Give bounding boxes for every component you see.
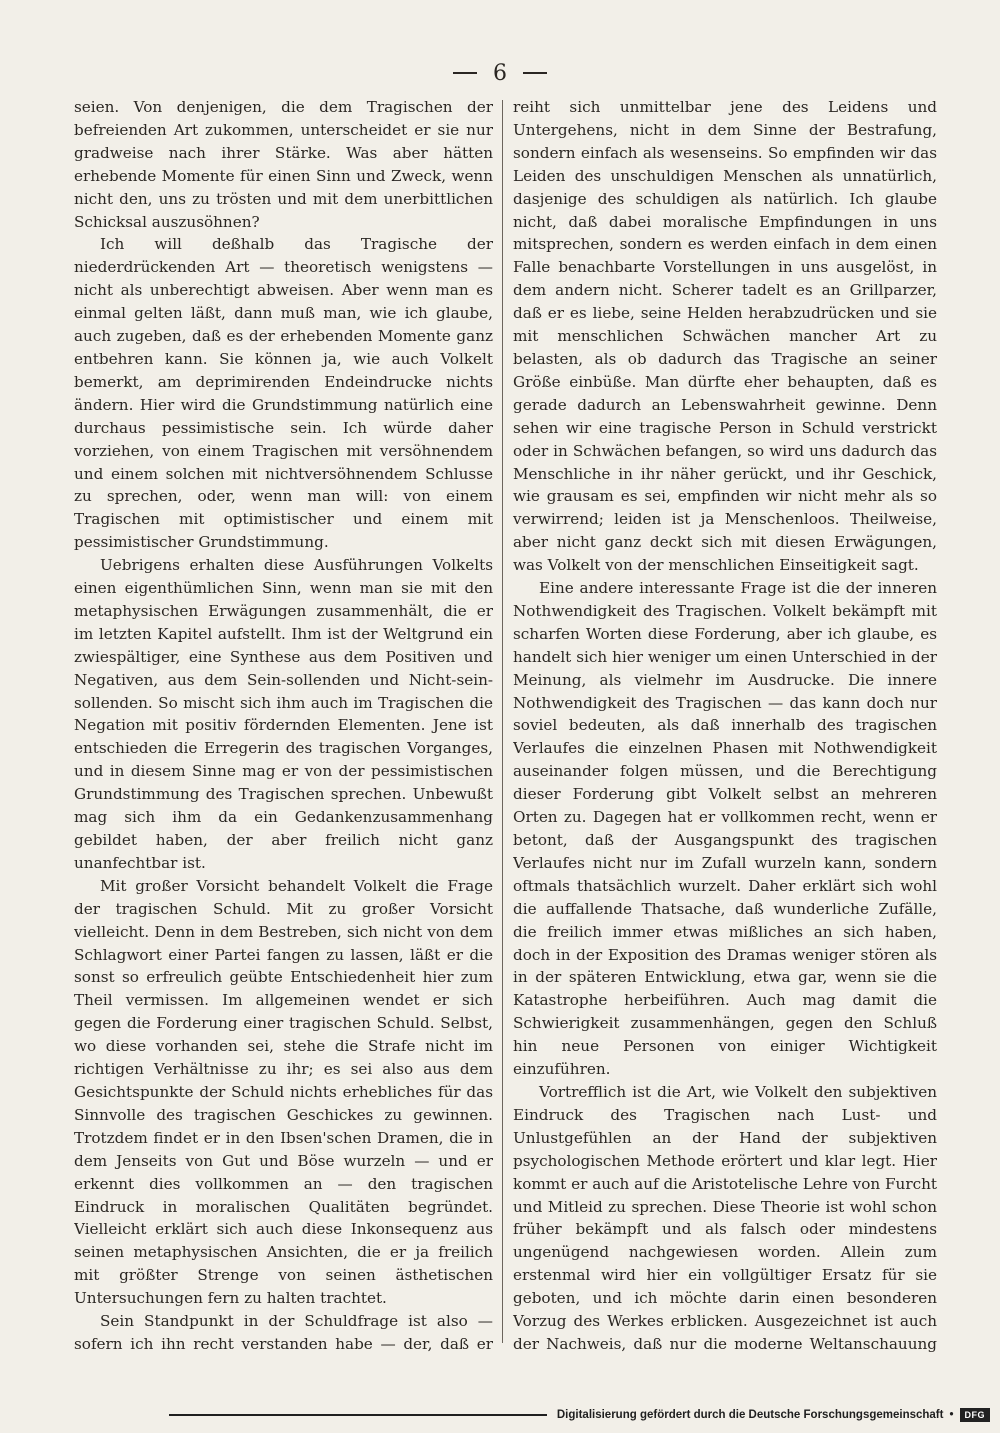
right-paragraph-3: Vortrefflich ist die Art, wie Volkelt den subjektiven Eindruck des Tragischen nach Lust- und Unlustgefühlen an der Hand der subjektiven psychologischen Methode erörtert und klar legt. Hier kommt er auch auf die Aristotelische Lehre von Furcht und Mitleid zu sprechen. Diese Theorie ist wohl schon früher bekämpft und als falsch oder mindestens ungenügend nachgewiesen worden. Allein zum erstenmal wird hier ein vollgültiger Ersatz für sie geboten, und ich möchte darin einen besonderen Vorzug des Werkes erblicken. Ausgezeichnet ist auch der Nachweis, daß nur die moderne Weltanschauung xyxy=(513,1082,937,1353)
digitization-footer xyxy=(169,1403,990,1427)
column-divider xyxy=(502,100,503,1343)
left-paragraph-3: Uebrigens erhalten diese Ausführungen Volkelts einen eigenthümlichen Sinn, wenn man sie mit den metaphysischen Erwägungen zusammenhält, die er im letzten Kapitel aufstellt. Ihm ist der Weltgrund ein zwiespältiger, eine Synthese aus dem Positiven und Negativen, aus dem Sein-sollenden und Nicht-sein-sollenden. So mischt sich ihm auch im Tragischen die Negation mit positiv fördernden Elementen. Jene ist entschieden die Erregerin des tragischen Vorganges, und in diesem Sinne mag er von der pessimistischen Grundstimmung des Tragischen sprechen. Unbewußt mag sich ihm da ein Gedankenzusammenhang gebildet haben, der aber freilich nicht ganz unanfechtbar ist. xyxy=(74,556,493,872)
left-paragraph-5: Sein Standpunkt in der Schuldfrage ist also — sofern ich ihn recht verstanden habe — der, daß er xyxy=(74,1312,493,1353)
dfg-logo-icon[interactable] xyxy=(960,1408,991,1422)
footer-rule xyxy=(169,1414,547,1416)
header-dash-right xyxy=(523,72,547,74)
right-paragraph-2: Eine andere interessante Frage ist die der inneren Nothwendigkeit des Tragischen. Volkelt bekämpft mit scharfen Worten diese Forderung, aber ich glaube, es handelt sich hier weniger um einen Unterschied in der Meinung, als vielmehr im Ausdrucke. Die innere Nothwendigkeit des Tragischen — das kann doch nur soviel bedeuten, als daß innerhalb des tragischen Verlaufes die einzelnen Phasen mit Nothwendigkeit auseinander folgen müssen, und die Berechtigung dieser Forderung gibt Volkelt selbst an mehreren Orten zu. Dagegen hat er vollkommen recht, wenn er betont, daß der Ausgangspunkt des tragischen Verlaufes nicht nur im Zufall wurzeln kann, sondern oftmals thatsächlich wurzelt. Daher erklärt sich wohl die auffallende Thatsache, daß wunderliche Zufälle, die freilich immer etwas mißliches an sich haben, doch in der Exposition des Dramas weniger stören als in der späteren Entwicklung, etwa gar, wenn sie die Katastrophe herbeiführen. Auch mag damit die Schwierigkeit zusammenhängen, gegen den Schluß hin neue Personen von einiger Wichtigkeit einzuführen. xyxy=(513,579,937,1079)
left-paragraph-2: Ich will deßhalb das Tragische der niederdrückenden Art — theoretisch wenigstens — nicht als unberechtigt abweisen. Aber wenn man es einmal gelten läßt, dann muß man, wie ich glaube, auch zugeben, daß es der erhebenden Momente ganz entbehren kann. Sie können ja, wie auch Volkelt bemerkt, am deprimirenden Endeindrucke nichts ändern. Hier wird die Grundstimmung natürlich eine durchaus pessimistische sein. Ich würde daher vorziehen, von einem Tragischen mit versöhnendem und einem solchen mit nichtversöhnendem Schlusse zu sprechen, oder, wenn man will: von einem Tragischen mit optimistischer und einem mit pessimistischer Grundstimmung. xyxy=(74,235,493,552)
left-paragraph-4: Mit großer Vorsicht behandelt Volkelt die Frage der tragischen Schuld. Mit zu großer Vorsicht vielleicht. Denn in dem Bestreben, sich nicht von dem Schlagwort einer Partei fangen zu lassen, läßt er die sonst so erfreulich geübte Entschiedenheit hier zum Theil vermissen. Im allgemeinen wendet er sich gegen die Forderung einer tragischen Schuld. Selbst, wo diese vorhanden sei, stehe die Strafe nicht im richtigen Verhältnisse zu ihr; es sei also aus dem Gesichtspunkte der Schuld nichts erhebliches für das Sinnvolle des tragischen Geschickes zu gewinnen. Trotzdem findet er in den Ibsen'schen Dramen, die in dem Jenseits von Gut und Böse wurzeln — und er erkennt dies vollkommen an — den tragischen Eindruck in moralischen Qualitäten begründet. Vielleicht erklärt sich auch diese Inkonsequenz aus seinen metaphysischen Ansichten, die er ja freilich mit größter Strenge von seinen ästhetischen Untersuchungen fern zu halten trachtet. xyxy=(74,876,493,1308)
footer-credit-text: Digitalisierung gefördert durch die Deutsche Forschungsgemeinschaft xyxy=(556,1409,944,1421)
dfg-logo-text: DFG xyxy=(964,1410,985,1420)
page-number: 6 xyxy=(493,60,507,86)
footer-separator: • xyxy=(949,1409,954,1421)
left-paragraph-1: seien. Von denjenigen, die dem Tragischen der befreienden Art zukommen, unterscheidet er sie nur gradweise nach ihrer Stärke. Was aber hätten erhebende Momente für einen Sinn und Zweck, wenn nicht den, uns zu trösten und mit dem unerbittlichen Schicksal auszusöhnen? xyxy=(74,98,493,231)
left-column xyxy=(74,96,493,1353)
header-dash-left xyxy=(453,72,477,74)
right-paragraph-1: reiht sich unmittelbar jene des Leidens und Untergehens, nicht in dem Sinne der Bestrafung, sondern einfach als wesenseins. So empfinden wir das Leiden des unschuldigen Menschen als unnatürlich, dasjenige des schuldigen als natürlich. Ich glaube nicht, daß dabei moralische Empfindungen in uns mitsprechen, sondern es werden einfach in dem einen Falle benachbarte Vorstellungen in uns ausgelöst, in dem andern nicht. Scherer tadelt es an Grillparzer, daß er es liebe, seine Helden herabzudrücken und sie mit menschlichen Schwächen mancher Art zu belasten, als ob dadurch das Tragische an seiner Größe einbüße. Man dürfte eher behaupten, daß es gerade dadurch an Lebenswahrheit gewinne. Denn sehen wir eine tragische Person in Schuld verstrickt oder in Schwächen befangen, so wird uns dadurch das Menschliche in ihr näher gerückt, und ihr Geschick, wie grausam es sei, empfinden wir nicht mehr als so verwirrend; leiden ist ja Menschenloos. Theilweise, aber nicht ganz deckt sich mit diesen Erwägungen, was Volkelt von der menschlichen Einseitigkeit sagt. xyxy=(513,98,937,575)
page-header xyxy=(0,58,1000,88)
right-column xyxy=(513,96,937,1353)
